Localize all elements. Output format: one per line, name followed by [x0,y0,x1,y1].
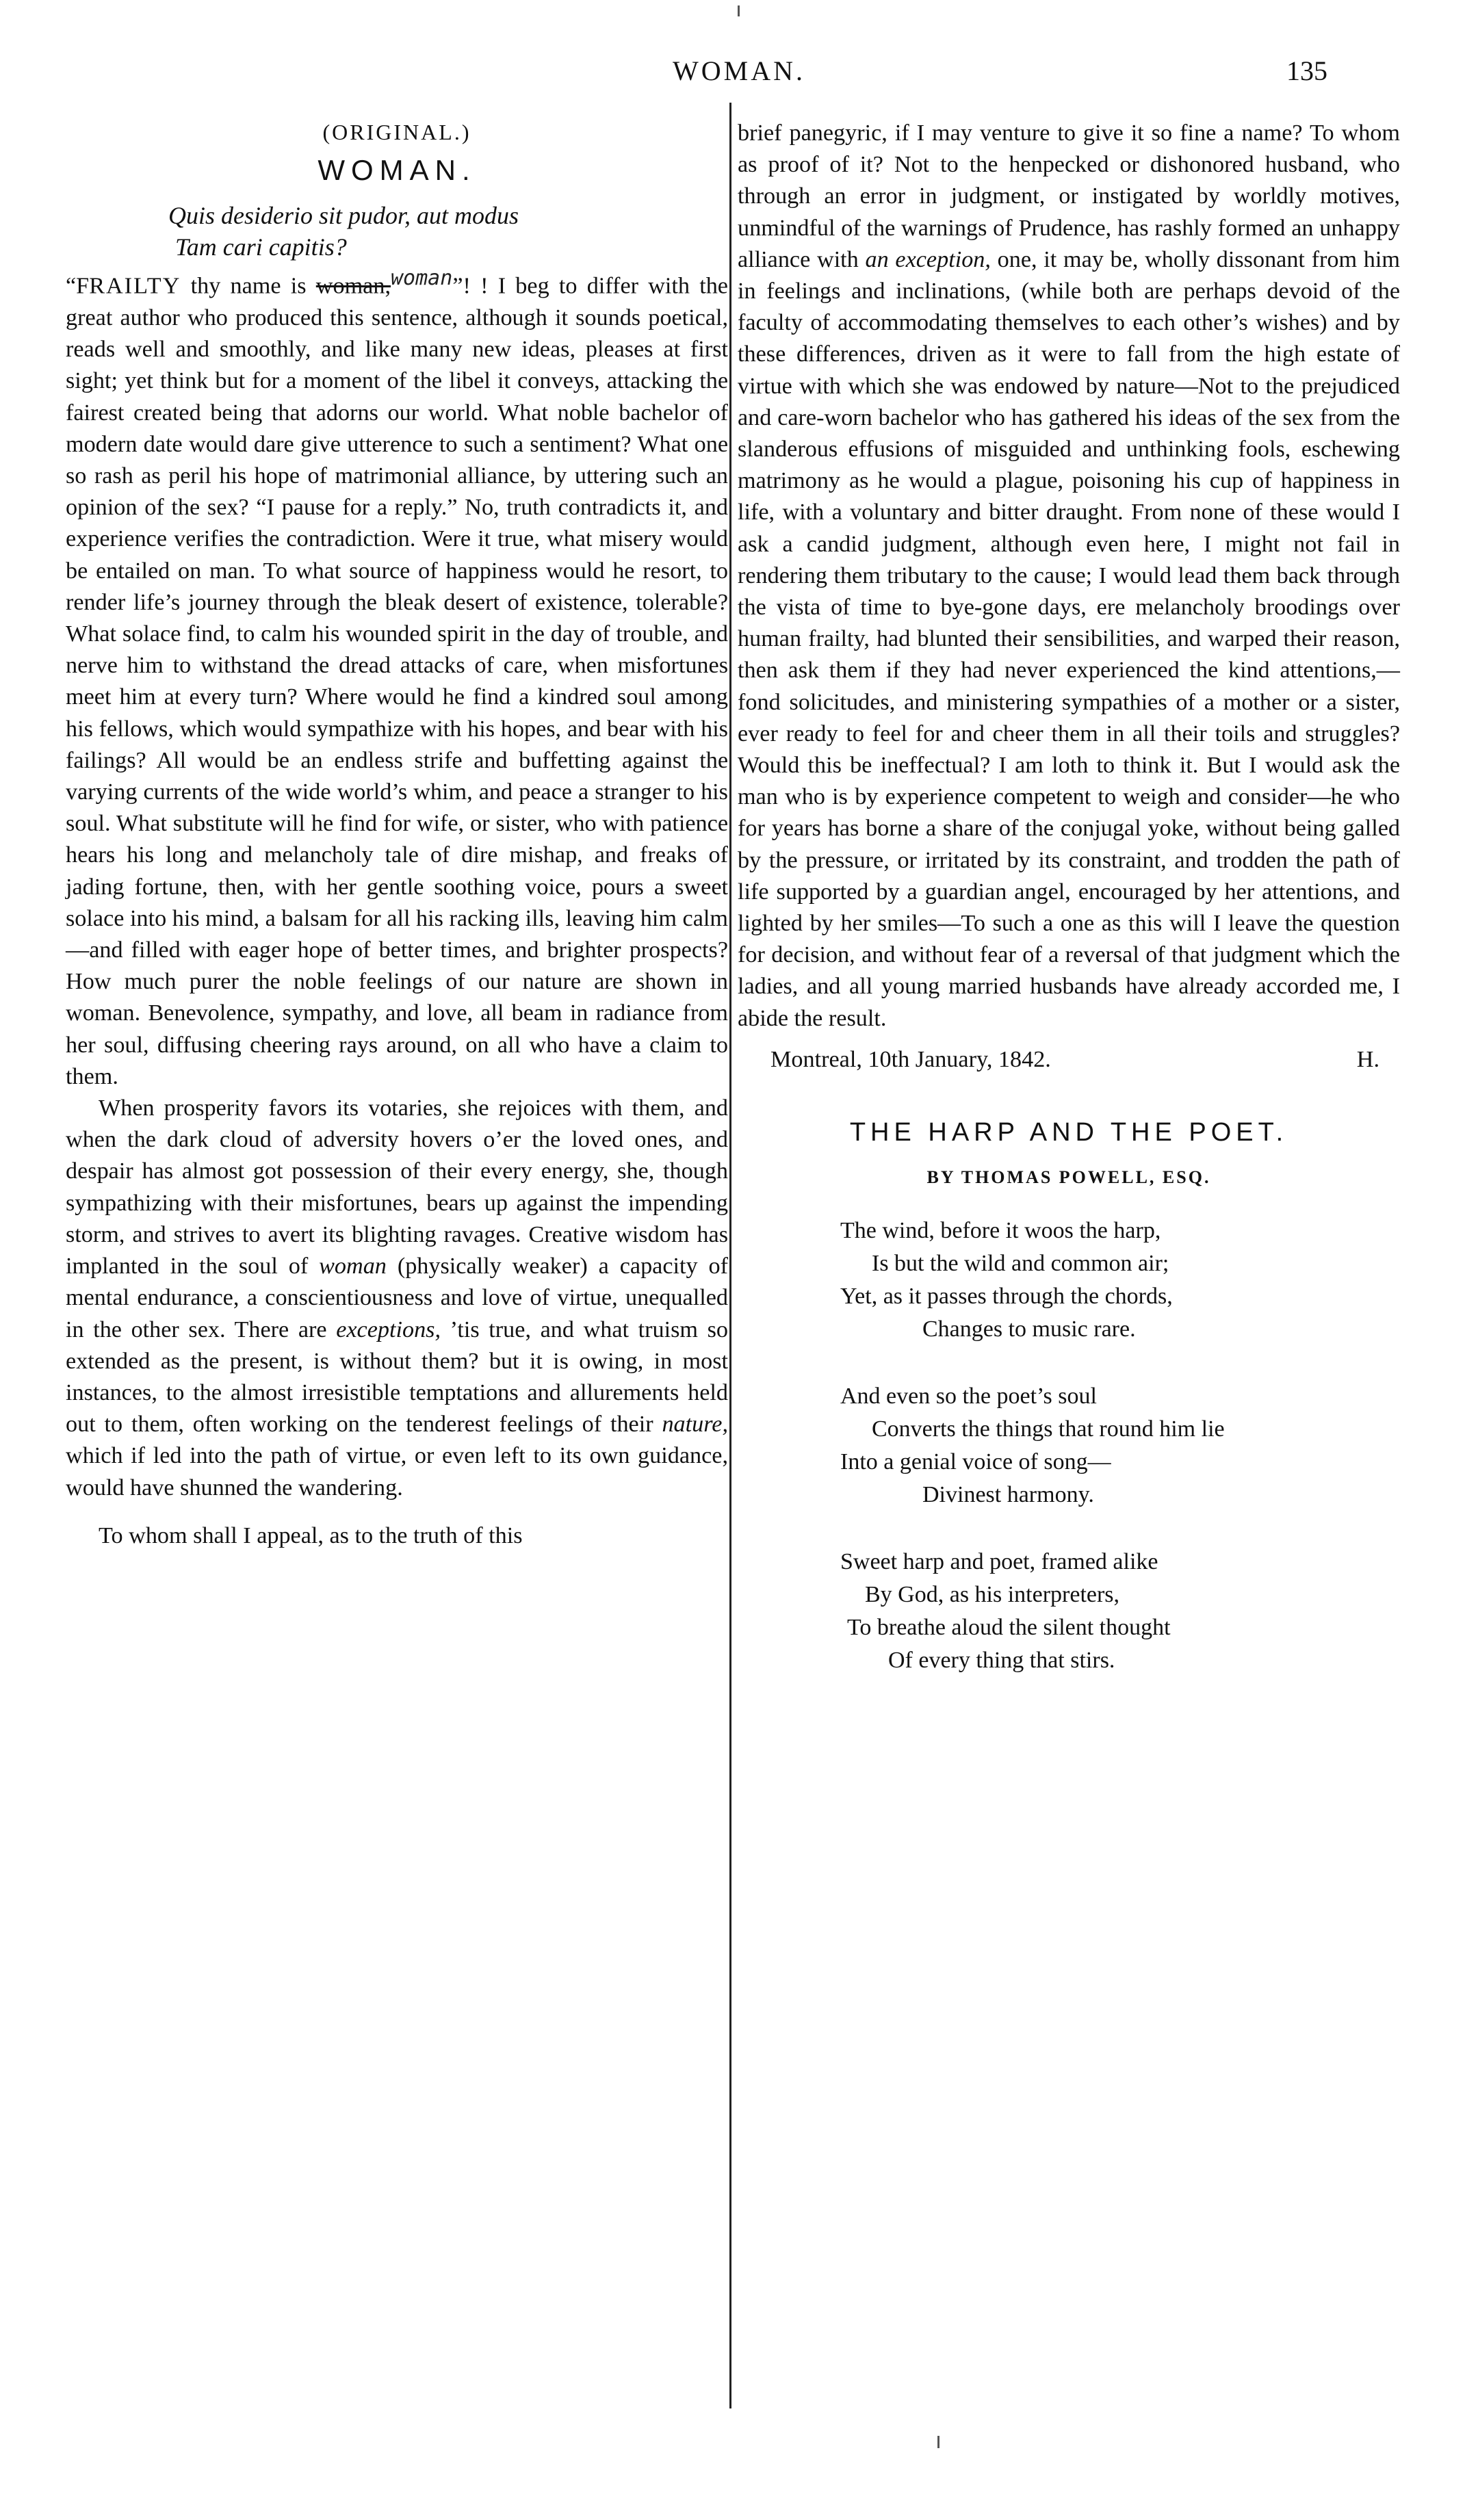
poem-line: Converts the things that round him lie [872,1416,1225,1442]
poem-line: Changes to music rare. [922,1316,1136,1342]
signature: H. [1356,1046,1379,1072]
opening-word-smallcaps: RAILTY [89,273,181,299]
p2-italic-nature: nature, [662,1412,728,1438]
poem-byline: BY THOMAS POWELL, ESQ. [926,1167,1211,1188]
p1-before-strike: thy name is [181,273,316,299]
handwritten-correction: woman [391,266,453,291]
stanza-2 [840,1380,1400,1511]
scan-mark [738,5,740,16]
p2-italic-woman: woman [319,1253,387,1280]
struck-word: woman, [315,273,391,299]
opening-quote: “F [66,273,90,299]
poem-line: Into a genial voice of song— [840,1449,1111,1475]
stanza-3 [840,1546,1400,1677]
p2-text-c: ’tis true, and what truism so extended as the present, is without them? but it is owing, in most instances, to the almost irresistible temptations and allurements held out to them, often working on the tenderest feelings of their [66,1316,729,1438]
poem-line: By God, as his interpreters, [865,1581,1120,1607]
epigraph-line-2: Tam cari capitis? [175,233,347,261]
poem-line: Sweet harp and poet, framed alike [840,1548,1158,1574]
poem-line: And even so the poet’s soul [840,1383,1097,1409]
poem-line: The wind, before it woos the harp, [840,1217,1161,1243]
poem-title: THE HARP AND THE POET. [849,1118,1288,1147]
article-paragraph-2 [66,1093,728,1504]
left-column [66,104,728,1552]
p2-italic-exceptions: exceptions, [336,1316,441,1342]
p2-text-a: When prosperity favors its votaries, she rejoices with them, and when the dark cloud of adversity hovers o’er the loved ones, and despair has almost got possession of their every energy, she, though sympathizing with their misfortunes, bears up against the impending storm, and strives to avert its blighting ravages. Creative wisdom has implanted in the soul of [66,1095,728,1280]
poem [840,1214,1400,1677]
poem-line: Divinest harmony. [922,1481,1094,1507]
scan-mark [937,2436,939,2448]
right-text-a: brief panegyric, if I may venture to give it so fine a name? To whom as proof of it? Not to the henpecked or dishonored husband, who through an error in judgment, or instigated by worldly motives, unmindful of the warnings of Prudence, has rashly formed an unhappy alliance with [738,120,1400,272]
poem-line: Yet, as it passes through the chords, [840,1283,1173,1309]
running-title: WOMAN. [673,55,805,86]
p2-text-d: which if led into the path of virtue, or even left to its own guidance, would have shunned the wandering. [66,1443,728,1501]
stanza-1 [840,1214,1400,1346]
p2-text-b: (physically weaker) a capacity of mental endurance, a conscientiousness and love of virtue, unequalled in the other sex. There are [66,1253,728,1342]
dateline-signature [738,1044,1400,1076]
right-italic-exception: an exception, [865,246,991,272]
page-number: 135 [1286,55,1327,86]
article-label: (ORIGINAL.) [322,120,471,144]
poem-line: To breathe aloud the silent thought [847,1614,1171,1640]
poem-line: Of every thing that stirs. [888,1647,1115,1673]
article-title: WOMAN. [317,154,476,187]
column-divider [729,103,731,2408]
dateline: Montreal, 10th January, 1842. [770,1046,1051,1072]
poem-line: Is but the wild and common air; [872,1250,1169,1276]
article-paragraph-1 [66,263,728,1093]
p1-text: ”! ! I beg to differ with the great author who produced this sentence, although it sounds poetical, reads well and smoothly, and like many new ideas, pleases at first sight; yet think but for a moment of the libel it conveys, attacking the fairest created being that adorns our world. What noble bachelor of modern date would dare give utterence to such a sentiment? What one so rash as peril his hope of matrimonial alliance, by uttering such an opinion of the sex? “I pause for a reply.” No, truth contradicts it, and experience verifies the contradiction. Were it true, what misery would be entailed on man. To what source of happiness would he resort, to render life’s journey through the bleak desert of existence, tolerable? What solace find, to calm his wounded spirit in the day of trouble, and nerve him to withstand the dread attacks of care, when misfortunes meet him at every turn? Where would he find a kindred soul among his fellows, which would sympathize with his hopes, and bear with his failings? All would be an endless strife and buffetting against the varying currents of the wide world’s whim, and peace a stranger to his soul. What substitute will he find for wife, or sister, who with patience hears his long and melancholy tale of dire mishap, and freaks of jading fortune, then, with her gentle soothing voice, pours a sweet solace into his mind, a balsam for all his racking ills, leaving him calm—and filled with eager hope of better times, and brighter prospects? How much purer the noble feelings of our nature are shown in woman. Benevolence, sympathy, and love, all beam in radiance from her soul, diffusing cheering rays around, on all who have a claim to them. [66,273,728,1089]
article-paragraph-3: To whom shall I appeal, as to the truth of this [99,1522,523,1548]
right-text-b: one, it may be, wholly dissonant from him in feelings and inclinations, (while both are perhaps devoid of the faculty of accommodating themselves to each other’s wishes) and by these differences, driven as it were to fall from the high estate of virtue with which she was endowed by nature—Not to the prejudiced and care-worn bachelor who has gathered his ideas of the sex from the slanderous effusions of misguided and unthinking fools, eschewing matrimony as he would a plague, poisoning his cup of happiness in life, with a voluntary and bitter draught. From none of these would I ask a candid judgment, although even here, I might not fail in rendering them tributary to the cause; I would lead them back through the vista of time to bye-gone days, ere melancholy broodings over human frailty, had blunted their sensibilities, and warped their reason, then ask them if they had never experienced the kind attentions,—fond solicitudes, and ministering sympathies of a mother or a sister, ever ready to feel for and cheer them in all their toils and struggles? Would this be ineffectual? I am loth to think it. But I would ask the man who is by experience competent to weigh and consider—he who for years has borne a share of the conjugal yoke, without being galled by the pressure, or irritated by its constraint, and trodden the path of life supported by a guardian angel, encouraged by her attentions, and lighted by her smiles—To such a one as this will I leave the question for decision, and without fear of a reversal of that judgment which the ladies, and all young married husbands have already accorded me, I abide the result. [738,246,1400,1031]
article-continuation [738,118,1400,1035]
epigraph-line-1: Quis desiderio sit pudor, aut modus [168,202,519,230]
right-column [738,118,1400,1711]
epigraph [168,200,728,263]
